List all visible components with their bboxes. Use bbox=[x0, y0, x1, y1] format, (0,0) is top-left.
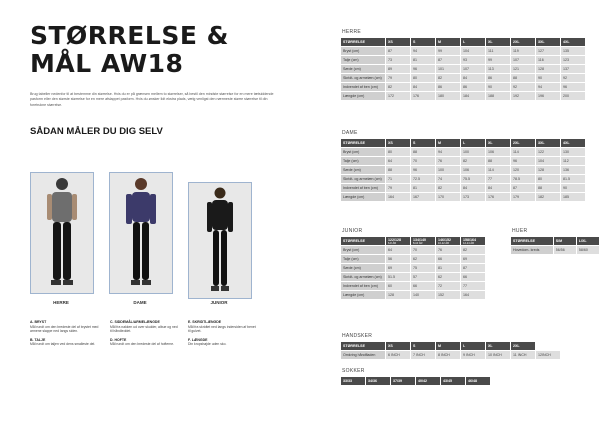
table-cell: 180 bbox=[436, 92, 460, 100]
table-cell: 4XL bbox=[561, 38, 585, 46]
table-cell: 2XL bbox=[511, 139, 535, 147]
table-cell: Talje (cm) bbox=[341, 56, 385, 64]
table-cell: 90 bbox=[486, 83, 510, 91]
figure-herre bbox=[30, 172, 94, 294]
table-cell: 33/33 bbox=[341, 377, 365, 385]
table-cell: Talje (cm) bbox=[341, 255, 385, 263]
table-cell: 43/45 bbox=[441, 377, 465, 385]
table-cell: 57 bbox=[411, 273, 435, 281]
table-cell: 40/42 bbox=[416, 377, 440, 385]
table-cell: STØRRELSE bbox=[341, 342, 385, 350]
table-cell: 86 bbox=[436, 83, 460, 91]
table-row bbox=[341, 83, 585, 91]
table-cell: 56/56 bbox=[554, 246, 576, 254]
table-cell: M bbox=[436, 38, 460, 46]
table-cell: 114 bbox=[511, 148, 535, 156]
table-cell: 127 bbox=[536, 47, 560, 55]
table-cell: 51.5 bbox=[386, 273, 410, 281]
table-cell: 66 bbox=[461, 273, 485, 281]
table-cell: 88 bbox=[486, 157, 510, 165]
table-cell: Sæde (cm) bbox=[341, 65, 385, 73]
table-subheader: 8-10 ÅR bbox=[413, 241, 423, 245]
table-cell: 79 bbox=[386, 74, 410, 82]
table-cell: 87 bbox=[511, 184, 535, 192]
table-cell: 62 bbox=[411, 255, 435, 263]
table-cell: 81 bbox=[411, 56, 435, 64]
table-cell: 84 bbox=[461, 74, 485, 82]
table-cell: 3XL bbox=[536, 38, 560, 46]
table-cell: 88 bbox=[411, 148, 435, 156]
table-cell: XS bbox=[386, 139, 410, 147]
table-cell: 11 INCH bbox=[511, 351, 535, 359]
table-header-row bbox=[511, 237, 599, 245]
table-cell: 88 bbox=[386, 166, 410, 174]
table-cell: 82 bbox=[436, 184, 460, 192]
note-text: Mål fra nakken ud over skulder, albue og ned til håndleddet. bbox=[110, 324, 178, 334]
table-cell: XL bbox=[486, 139, 510, 147]
table-cell: 128 bbox=[536, 65, 560, 73]
table-header-row bbox=[341, 237, 485, 245]
table-cell: Indvendet af ben (cm) bbox=[341, 83, 385, 91]
table-cell: Længde (cm) bbox=[341, 291, 385, 299]
table-cell: 7 INCH bbox=[411, 351, 435, 359]
table-cell: 146/152 10-12 ÅR bbox=[436, 237, 460, 245]
table-cell: Bryst (cm) bbox=[341, 47, 385, 55]
table-cell: 10 INCH bbox=[486, 351, 510, 359]
table-cell: 82 bbox=[461, 157, 485, 165]
table-cell: 80 bbox=[411, 74, 435, 82]
table-cell: 114 bbox=[486, 166, 510, 174]
table-cell: 176 bbox=[486, 193, 510, 201]
table-cell: 64 bbox=[386, 157, 410, 165]
table-cell: 99 bbox=[486, 56, 510, 64]
table-cell: Bryst (cm) bbox=[341, 148, 385, 156]
table-row bbox=[341, 255, 485, 263]
table-cell: Sæde (cm) bbox=[341, 264, 385, 272]
table-cell: 172 bbox=[386, 92, 410, 100]
table-cell: 71 bbox=[386, 175, 410, 183]
table-subheader: 10-12 ÅR bbox=[438, 241, 449, 245]
table-row bbox=[341, 56, 585, 64]
table-cell: 122/128 6-8 ÅR bbox=[386, 237, 410, 245]
table-cell: Længde (cm) bbox=[341, 92, 385, 100]
table-cell: 94 bbox=[411, 47, 435, 55]
table-cell: 96 bbox=[411, 65, 435, 73]
table-cell: STØRRELSE bbox=[341, 38, 385, 46]
table-cell: Sæde (cm) bbox=[341, 166, 385, 174]
table-cell: Talje (cm) bbox=[341, 157, 385, 165]
table-cell: 81 bbox=[411, 184, 435, 192]
table-cell: 137 bbox=[561, 65, 585, 73]
table-cell: 179 bbox=[511, 193, 535, 201]
note-title: E. SKRIDTLÆNGDE bbox=[188, 320, 222, 324]
table-cell: 94 bbox=[536, 83, 560, 91]
table-cell: 58/60 bbox=[577, 246, 599, 254]
table-cell: 200 bbox=[561, 92, 585, 100]
figure-label-dame: DAME bbox=[133, 300, 147, 305]
table-row bbox=[341, 351, 560, 359]
table-cell: 79 bbox=[386, 184, 410, 192]
table-cell: 188 bbox=[486, 92, 510, 100]
table-header-row bbox=[341, 139, 585, 147]
table-cell: 3XL bbox=[536, 139, 560, 147]
table-cell: XS bbox=[386, 342, 410, 350]
table-cell: XS bbox=[386, 38, 410, 46]
note-text: Mål fra skridtet ned langs indersiden af benet til gulvet. bbox=[188, 324, 256, 334]
note-text: Mål rundt om den bredeste del af hofterne. bbox=[110, 342, 175, 347]
table-cell: 140 bbox=[411, 291, 435, 299]
table-cell: 64 bbox=[386, 246, 410, 254]
page-title bbox=[30, 22, 290, 78]
table-cell: 86 bbox=[486, 74, 510, 82]
section-hue-title: HUER bbox=[512, 228, 528, 234]
table-row bbox=[341, 92, 585, 100]
table-cell: 100 bbox=[461, 148, 485, 156]
note-title: A. BRYST bbox=[30, 320, 47, 324]
table-row bbox=[341, 246, 485, 254]
table-cell: Længde (cm) bbox=[341, 193, 385, 201]
table-row bbox=[511, 246, 599, 254]
table-cell: 96 bbox=[511, 157, 535, 165]
table-cell: 70 bbox=[411, 246, 435, 254]
table-cell: 82 bbox=[436, 74, 460, 82]
table-cell: 80 bbox=[386, 148, 410, 156]
table-cell: 128 bbox=[386, 291, 410, 299]
section-dame-title: DAME bbox=[342, 130, 358, 136]
table-row bbox=[341, 65, 585, 73]
table-cell: 74 bbox=[436, 175, 460, 183]
note-title: C. SIDDEMÅL/ARMELÆNGDE bbox=[110, 320, 160, 324]
table-cell: 62 bbox=[436, 273, 460, 281]
table-cell: 72.5 bbox=[411, 175, 435, 183]
table-cell: STØRRELSE bbox=[511, 237, 553, 245]
table-cell: 12INCH bbox=[536, 351, 560, 359]
figure-dame bbox=[109, 172, 173, 294]
junior-silhouette-icon bbox=[202, 184, 238, 296]
table-cell: 72 bbox=[436, 282, 460, 290]
title-line-2: MÅL AW18 bbox=[30, 49, 184, 78]
table-cell: 77 bbox=[461, 282, 485, 290]
table-cell: 196 bbox=[536, 92, 560, 100]
note-title: F. LÆNGDE bbox=[188, 337, 208, 342]
table-subheader: 12-14 ÅR bbox=[463, 241, 474, 245]
table-cell: 84 bbox=[411, 83, 435, 91]
note-text: Mål rundt om taljen ved dens smalleste del. bbox=[30, 342, 96, 347]
table-cell: XL bbox=[486, 38, 510, 46]
table-cell: 80 bbox=[536, 175, 560, 183]
table-cell: STØRRELSE bbox=[341, 139, 385, 147]
title-block bbox=[30, 22, 290, 137]
table-subheader: 6-8 ÅR bbox=[388, 241, 397, 245]
table-cell: 130 bbox=[561, 148, 585, 156]
table-cell: XL bbox=[486, 342, 510, 350]
table-row bbox=[341, 175, 585, 183]
table-cell: Bryst (cm) bbox=[341, 246, 385, 254]
how-to-measure-heading: SÅDAN MÅLER DU DIG SELV bbox=[30, 126, 163, 138]
table-cell: 128 bbox=[536, 166, 560, 174]
table-cell: 8 INCH bbox=[436, 351, 460, 359]
table-cell: 111 bbox=[486, 47, 510, 55]
table-cell: 182 bbox=[536, 193, 560, 201]
table-cell: L bbox=[461, 38, 485, 46]
table-cell: 107 bbox=[461, 65, 485, 73]
table-cell: 86 bbox=[461, 83, 485, 91]
table-cell: 77 bbox=[486, 175, 510, 183]
table-cell: 90 bbox=[561, 184, 585, 192]
table-cell: 37/39 bbox=[391, 377, 415, 385]
table-row bbox=[341, 291, 485, 299]
table-cell: 96 bbox=[561, 83, 585, 91]
table-cell: 120 bbox=[511, 166, 535, 174]
table-cell: S/M bbox=[554, 237, 576, 245]
junior-size-table bbox=[340, 236, 486, 300]
table-cell: 135 bbox=[561, 47, 585, 55]
table-cell: 112 bbox=[561, 157, 585, 165]
section-sokker-title: SOKKER bbox=[342, 368, 365, 374]
section-herre-title: HERRE bbox=[342, 29, 362, 35]
table-cell: 46/48 bbox=[466, 377, 490, 385]
table-cell: S bbox=[411, 139, 435, 147]
notes-col-1 bbox=[30, 320, 100, 351]
table-cell: 66 bbox=[411, 282, 435, 290]
table-row bbox=[341, 273, 485, 281]
table-cell: L bbox=[461, 342, 485, 350]
table-cell: 173 bbox=[461, 193, 485, 201]
table-row bbox=[341, 148, 585, 156]
table-cell: 6 INCH bbox=[386, 351, 410, 359]
table-cell: 82 bbox=[386, 83, 410, 91]
table-cell: 122 bbox=[536, 148, 560, 156]
table-cell: 88 bbox=[511, 74, 535, 82]
table-cell: 121 bbox=[511, 65, 535, 73]
table-cell: 164 bbox=[461, 291, 485, 299]
table-cell: L bbox=[461, 139, 485, 147]
title-line-1: STØRRELSE & bbox=[30, 21, 229, 50]
table-cell: 99 bbox=[436, 47, 460, 55]
table-cell: 69 bbox=[386, 264, 410, 272]
table-cell: 184 bbox=[461, 92, 485, 100]
table-row bbox=[341, 74, 585, 82]
table-row bbox=[341, 47, 585, 55]
table-cell: 116 bbox=[536, 56, 560, 64]
measure-figures bbox=[30, 172, 260, 305]
table-cell: 185 bbox=[561, 193, 585, 201]
table-cell: S bbox=[411, 38, 435, 46]
table-header-row bbox=[341, 342, 560, 350]
table-cell: 164 bbox=[386, 193, 410, 201]
table-cell: Skridt- og armelæn (cm) bbox=[341, 273, 385, 281]
table-cell: 82 bbox=[461, 246, 485, 254]
table-cell: 192 bbox=[511, 92, 535, 100]
table-cell: 89 bbox=[386, 65, 410, 73]
table-row bbox=[341, 193, 585, 201]
table-row bbox=[341, 377, 490, 385]
table-cell: 136 bbox=[561, 166, 585, 174]
table-row bbox=[341, 282, 485, 290]
table-cell: Skridt- og armelæn (cm) bbox=[341, 175, 385, 183]
table-row bbox=[341, 184, 585, 192]
table-cell: 66 bbox=[436, 255, 460, 263]
table-cell: 2XL bbox=[511, 38, 535, 46]
table-cell: 100 bbox=[436, 166, 460, 174]
table-cell: 106 bbox=[461, 166, 485, 174]
figure-junior bbox=[188, 182, 252, 299]
table-row bbox=[341, 264, 485, 272]
table-cell: 78.5 bbox=[511, 175, 535, 183]
table-cell: 81 bbox=[436, 264, 460, 272]
table-cell: 76 bbox=[436, 246, 460, 254]
table-cell: 113 bbox=[486, 65, 510, 73]
table-cell: Hovedom- kreds bbox=[511, 246, 553, 254]
table-cell: 34/36 bbox=[366, 377, 390, 385]
table-cell: Omkring håndfladen bbox=[341, 351, 385, 359]
table-cell: 106 bbox=[486, 148, 510, 156]
sokker-size-table bbox=[340, 376, 491, 386]
herre-size-table bbox=[340, 37, 586, 101]
table-cell: 69 bbox=[461, 255, 485, 263]
table-cell: 92 bbox=[561, 74, 585, 82]
table-cell: 9 INCH bbox=[461, 351, 485, 359]
table-cell: 90 bbox=[536, 74, 560, 82]
table-cell: 101 bbox=[436, 65, 460, 73]
table-cell: 123 bbox=[561, 56, 585, 64]
table-cell: 56 bbox=[386, 255, 410, 263]
note-title: B. TALJE bbox=[30, 337, 46, 342]
note-title: D. HOFTE bbox=[110, 337, 127, 342]
table-cell: Skridt- og armelæn (cm) bbox=[341, 74, 385, 82]
table-cell: 60 bbox=[386, 282, 410, 290]
table-cell: 4XL bbox=[561, 139, 585, 147]
table-cell: M bbox=[436, 342, 460, 350]
table-cell: 93 bbox=[461, 56, 485, 64]
table-cell: 170 bbox=[436, 193, 460, 201]
table-cell: 152 bbox=[436, 291, 460, 299]
table-cell: 92 bbox=[511, 83, 535, 91]
table-cell: 87 bbox=[436, 56, 460, 64]
table-cell: Indvendet af ben (cm) bbox=[341, 184, 385, 192]
female-silhouette-icon bbox=[121, 174, 161, 292]
table-cell: 84 bbox=[461, 184, 485, 192]
handsker-size-table bbox=[340, 341, 561, 360]
table-cell: 96 bbox=[411, 166, 435, 174]
table-cell: 73 bbox=[386, 56, 410, 64]
table-cell: 75 bbox=[411, 264, 435, 272]
table-cell: 158/164 12-14 ÅR bbox=[461, 237, 485, 245]
note-text: Din kropshøjde uden sko. bbox=[188, 342, 227, 347]
table-cell: 134/140 8-10 ÅR bbox=[411, 237, 435, 245]
table-cell: 88 bbox=[536, 184, 560, 192]
table-cell: STØRRELSE bbox=[341, 237, 385, 245]
notes-col-2 bbox=[110, 320, 180, 351]
hue-size-table bbox=[510, 236, 600, 255]
intro-text: Brug tabeller nedenfor til at bestemme din størrelse. Hvis du er på grænsen mellem to størrelser, så bestil den mindste størrelse for en mere tætsiddende pasform eller den største størrelse for en mere afslappet pasform. Hvis du ønsker lidt ekstra plads, vælg venligst den nærmeste større størrelse til din foretrukne størrelse. bbox=[30, 92, 274, 107]
table-cell: 94 bbox=[436, 148, 460, 156]
table-cell: S bbox=[411, 342, 435, 350]
table-cell: 104 bbox=[461, 47, 485, 55]
table-cell: M bbox=[436, 139, 460, 147]
table-row bbox=[341, 166, 585, 174]
section-junior-title: JUNIOR bbox=[342, 228, 363, 234]
table-cell: 119 bbox=[511, 47, 535, 55]
figure-label-junior: JUNIOR bbox=[210, 300, 228, 305]
table-cell: 107 bbox=[511, 56, 535, 64]
table-cell: 70 bbox=[411, 157, 435, 165]
figure-label-herre: HERRE bbox=[53, 300, 69, 305]
table-cell: 81.5 bbox=[561, 175, 585, 183]
table-row bbox=[341, 157, 585, 165]
table-cell: 2XL bbox=[511, 342, 535, 350]
table-cell: 75.5 bbox=[461, 175, 485, 183]
table-cell: 87 bbox=[461, 264, 485, 272]
section-handsker-title: HANDSKER bbox=[342, 333, 373, 339]
notes-col-3 bbox=[188, 320, 258, 351]
male-silhouette-icon bbox=[42, 174, 82, 292]
table-cell: 176 bbox=[411, 92, 435, 100]
note-text: Mål rundt om den bredeste del af brystet med armene slappe ned langs siden. bbox=[30, 324, 99, 334]
dame-size-table bbox=[340, 138, 586, 202]
table-cell: 104 bbox=[536, 157, 560, 165]
table-cell: Indvendet af ben (cm) bbox=[341, 282, 385, 290]
table-cell: 167 bbox=[411, 193, 435, 201]
table-cell: L/XL bbox=[577, 237, 599, 245]
table-cell: 87 bbox=[386, 47, 410, 55]
table-cell: 84 bbox=[486, 184, 510, 192]
table-header-row bbox=[341, 38, 585, 46]
table-cell: 76 bbox=[436, 157, 460, 165]
